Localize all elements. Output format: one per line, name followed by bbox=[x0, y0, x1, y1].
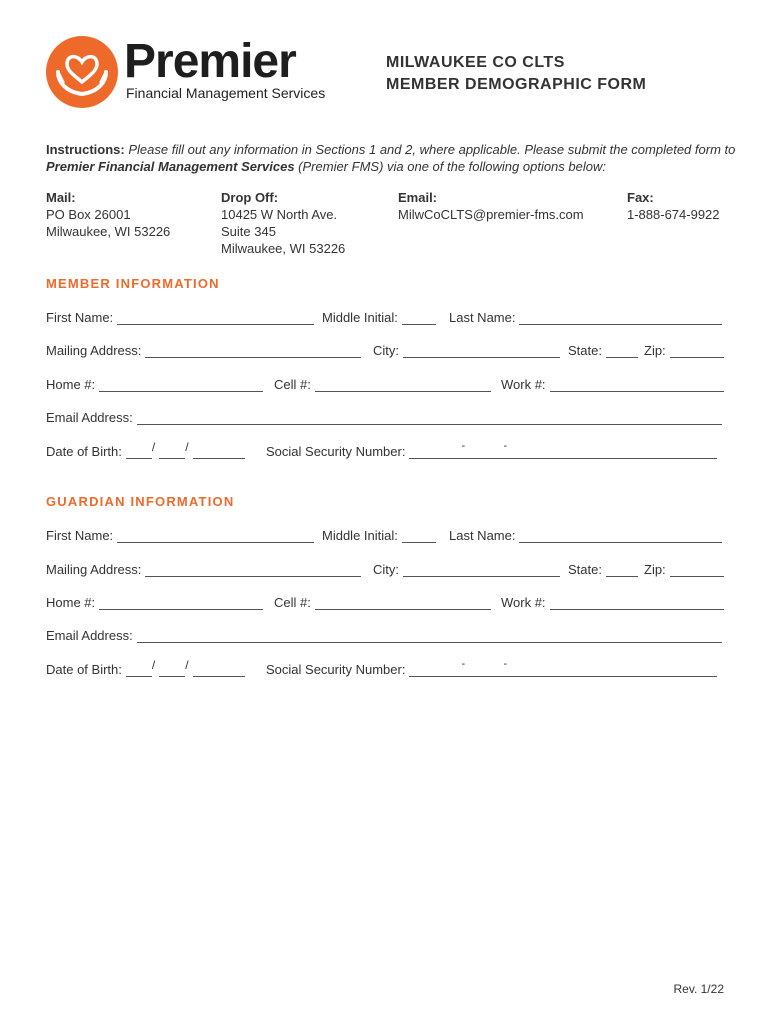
guardian-first-name-field[interactable] bbox=[117, 529, 314, 543]
dob-slash: / bbox=[151, 440, 156, 454]
guardian-email-field[interactable] bbox=[137, 629, 722, 643]
member-last-name-field[interactable] bbox=[519, 311, 722, 325]
guardian-middle-initial-field[interactable] bbox=[402, 529, 436, 543]
logo-subtitle: Financial Management Services bbox=[126, 85, 326, 101]
member-section-title: MEMBER INFORMATION bbox=[46, 276, 220, 291]
email-line1[interactable]: MilwCoCLTS@premier-fms.com bbox=[398, 207, 584, 222]
member-email-field[interactable] bbox=[137, 411, 722, 425]
email-address-label: Email Address: bbox=[46, 410, 133, 425]
home-label: Home #: bbox=[46, 377, 96, 392]
contact-dropoff bbox=[221, 189, 345, 257]
dob-slash: / bbox=[185, 658, 189, 672]
email-heading: Email: bbox=[398, 190, 438, 205]
member-middle-initial-field[interactable] bbox=[402, 311, 436, 325]
mailing-address-label: Mailing Address: bbox=[46, 343, 142, 358]
instructions-org: Premier Financial Management Services bbox=[46, 159, 295, 174]
ssn-label: Social Security Number: bbox=[266, 662, 406, 677]
dob-slash: / bbox=[185, 440, 189, 454]
member-email-row bbox=[46, 410, 726, 428]
form-title bbox=[386, 52, 646, 96]
city-label: City: bbox=[373, 343, 399, 358]
work-label: Work #: bbox=[501, 595, 546, 610]
guardian-phone-row bbox=[46, 595, 726, 613]
ssn-dash: - bbox=[503, 658, 508, 670]
member-first-name-field[interactable] bbox=[117, 311, 314, 325]
dropoff-line3: Milwaukee, WI 53226 bbox=[221, 241, 346, 256]
logo-name: Premier bbox=[124, 35, 296, 88]
contact-email bbox=[398, 189, 584, 223]
dob-label: Date of Birth: bbox=[46, 444, 122, 459]
guardian-state-field[interactable] bbox=[606, 563, 638, 577]
dob-label: Date of Birth: bbox=[46, 662, 122, 677]
state-label: State: bbox=[568, 343, 602, 358]
member-zip-field[interactable] bbox=[670, 344, 724, 358]
state-label: State: bbox=[568, 562, 602, 577]
guardian-dob-day-field[interactable] bbox=[159, 663, 185, 677]
mail-heading: Mail: bbox=[46, 190, 76, 205]
guardian-zip-field[interactable] bbox=[670, 563, 724, 577]
guardian-dob-row bbox=[46, 658, 726, 680]
guardian-mailing-address-field[interactable] bbox=[145, 563, 361, 577]
guardian-work-field[interactable] bbox=[550, 596, 724, 610]
middle-initial-label: Middle Initial: bbox=[322, 310, 398, 325]
last-name-label: Last Name: bbox=[449, 310, 516, 325]
guardian-email-row bbox=[46, 628, 726, 646]
member-address-row bbox=[46, 343, 726, 361]
mail-line1: PO Box 26001 bbox=[46, 207, 131, 222]
last-name-label: Last Name: bbox=[449, 528, 516, 543]
guardian-cell-field[interactable] bbox=[315, 596, 491, 610]
cell-label: Cell #: bbox=[274, 595, 311, 610]
guardian-name-row bbox=[46, 528, 726, 546]
contact-mail bbox=[46, 189, 170, 240]
member-name-row bbox=[46, 310, 726, 328]
member-city-field[interactable] bbox=[403, 344, 560, 358]
ssn-dash: - bbox=[503, 440, 508, 452]
work-label: Work #: bbox=[501, 377, 546, 392]
zip-label: Zip: bbox=[644, 343, 666, 358]
heart-hands-icon bbox=[46, 36, 118, 108]
ssn-label: Social Security Number: bbox=[266, 444, 406, 459]
guardian-dob-year-field[interactable] bbox=[193, 663, 245, 677]
mailing-address-label: Mailing Address: bbox=[46, 562, 142, 577]
member-cell-field[interactable] bbox=[315, 378, 491, 392]
form-title-line1: MILWAUKEE CO CLTS bbox=[386, 54, 565, 71]
instructions-lead: Instructions: bbox=[46, 142, 125, 157]
email-address-label: Email Address: bbox=[46, 628, 133, 643]
guardian-section-title: GUARDIAN INFORMATION bbox=[46, 494, 235, 509]
contact-fax bbox=[627, 189, 720, 223]
instructions-text1: Please fill out any information in Sections 1 and 2, where applicable. Please submit the completed form to bbox=[124, 142, 736, 157]
instructions-text2: (Premier FMS) via one of the following options below: bbox=[294, 159, 606, 174]
fax-line1: 1-888-674-9922 bbox=[627, 207, 720, 222]
fax-heading: Fax: bbox=[627, 190, 654, 205]
member-dob-day-field[interactable] bbox=[159, 445, 185, 459]
mail-line2: Milwaukee, WI 53226 bbox=[46, 224, 171, 239]
zip-label: Zip: bbox=[644, 562, 666, 577]
first-name-label: First Name: bbox=[46, 528, 114, 543]
dob-slash: / bbox=[151, 658, 156, 672]
form-title-line2: MEMBER DEMOGRAPHIC FORM bbox=[386, 76, 647, 93]
dropoff-line2: Suite 345 bbox=[221, 224, 276, 239]
member-ssn-field[interactable] bbox=[409, 440, 717, 459]
member-phone-row bbox=[46, 377, 726, 395]
cell-label: Cell #: bbox=[274, 377, 311, 392]
instructions bbox=[46, 141, 736, 175]
member-home-field[interactable] bbox=[99, 378, 263, 392]
member-dob-month-field[interactable] bbox=[126, 445, 152, 459]
middle-initial-label: Middle Initial: bbox=[322, 528, 398, 543]
member-state-field[interactable] bbox=[606, 344, 638, 358]
revision-label: Rev. 1/22 bbox=[673, 982, 724, 996]
guardian-address-row bbox=[46, 562, 726, 580]
member-work-field[interactable] bbox=[550, 378, 724, 392]
city-label: City: bbox=[373, 562, 399, 577]
guardian-city-field[interactable] bbox=[403, 563, 560, 577]
member-mailing-address-field[interactable] bbox=[145, 344, 361, 358]
first-name-label: First Name: bbox=[46, 310, 114, 325]
guardian-dob-month-field[interactable] bbox=[126, 663, 152, 677]
guardian-ssn-field[interactable] bbox=[409, 658, 717, 677]
home-label: Home #: bbox=[46, 595, 96, 610]
dropoff-line1: 10425 W North Ave. bbox=[221, 207, 338, 222]
premier-logo bbox=[46, 34, 336, 112]
ssn-dash: - bbox=[461, 658, 466, 670]
member-dob-row bbox=[46, 440, 726, 462]
ssn-dash: - bbox=[461, 440, 466, 452]
dropoff-heading: Drop Off: bbox=[221, 190, 279, 205]
member-dob-year-field[interactable] bbox=[193, 445, 245, 459]
guardian-last-name-field[interactable] bbox=[519, 529, 722, 543]
guardian-home-field[interactable] bbox=[99, 596, 263, 610]
